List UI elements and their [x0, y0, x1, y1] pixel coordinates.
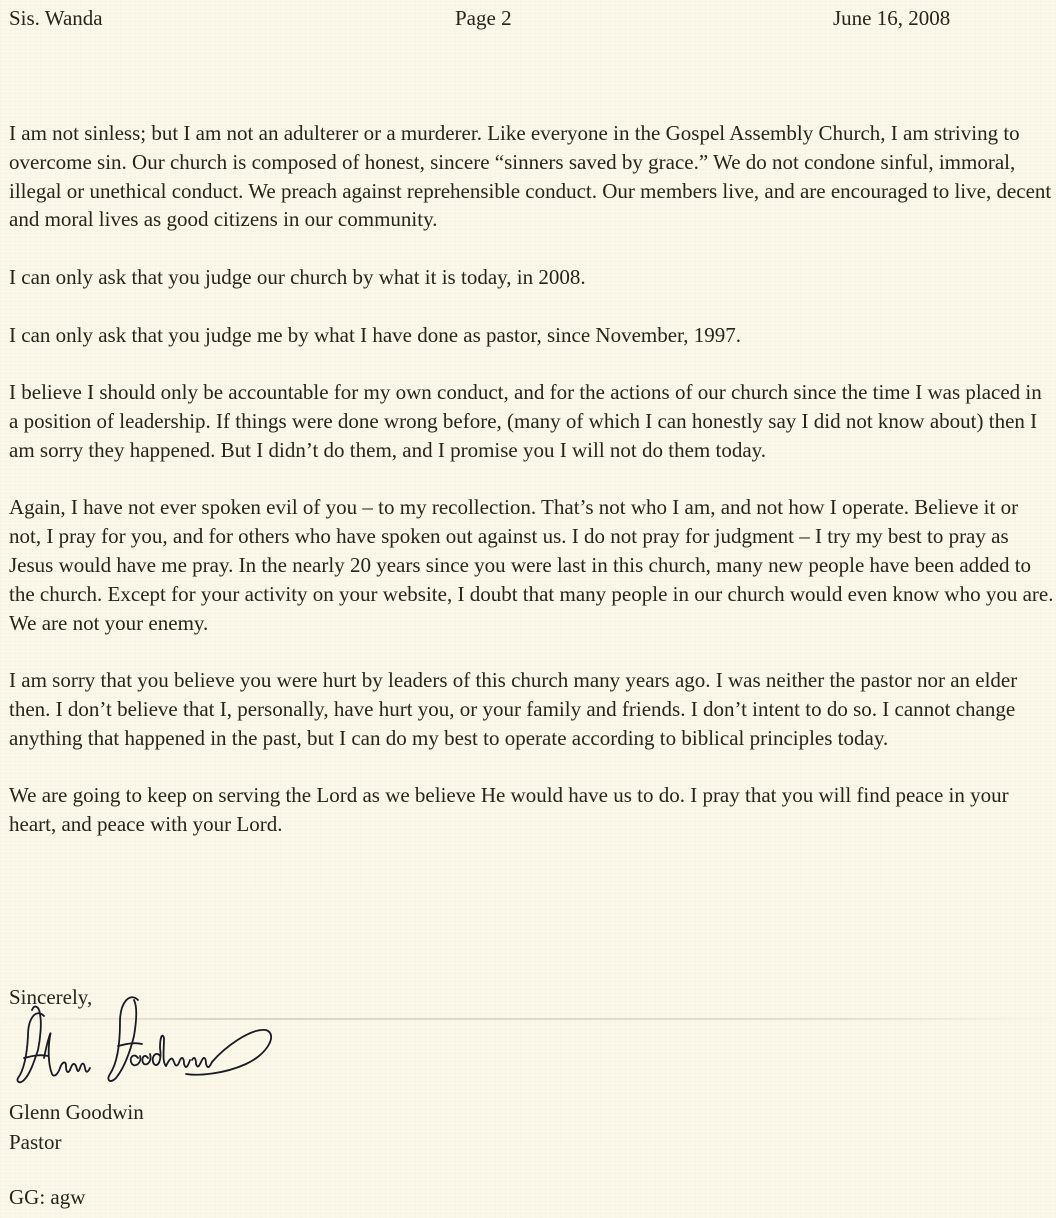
- header-recipient: Sis. Wanda: [9, 6, 103, 30]
- handwritten-signature: [10, 988, 272, 1088]
- paragraph-2: I can only ask that you judge our church by what it is today, in 2008.: [9, 264, 586, 289]
- letter-header: [0, 6, 1056, 34]
- paragraph-5: Again, I have not ever spoken evil of you – to my recollection. That’s not who I am, and not how I operate. Believe it or not, I pray for you, and for others who have spoken out against us. I do not pray for judgment – I try my best to pray as Jesus would have me pray. In the nearly 20 years since you were last in this church, many new people have been added to the church. Except for your activity on your website, I doubt that many people in our church would even know who you are. We are not your enemy.: [9, 495, 1054, 635]
- closing-salutation: Sincerely,: [9, 985, 93, 1009]
- signer-name: Glenn Goodwin: [9, 1100, 144, 1124]
- paragraph-3: I can only ask that you judge me by what I have done as pastor, since November, 1997.: [9, 322, 741, 347]
- header-page-number: Page 2: [455, 6, 512, 30]
- signature-block: [9, 1097, 144, 1157]
- paragraph-6: I am sorry that you believe you were hurt by leaders of this church many years ago. I was neither the pastor nor an elder then. I don’t believe that I, personally, have hurt you, or your family and friends. I don’t intent to do so. I cannot change anything that happened in the past, but I can do my best to operate according to biblical principles today.: [9, 668, 1018, 750]
- paragraph-1: I am not sinless; but I am not an adulterer or a murderer. Like everyone in the Gospel Assembly Church, I am striving to overcome sin. Our church is composed of honest, sincere “sinners saved by grace.” We do not condone sinful, immoral, illegal or unethical conduct. We preach against reprehensible conduct. Our members live, and are encouraged to live, decent and moral lives as good citizens in our community.: [9, 121, 1052, 232]
- paragraph-4: I believe I should only be accountable for my own conduct, and for the actions of our church since the time I was placed in a position of leadership. If things were done wrong before, (many of which I can honestly say I did not know about) then I am sorry they happened. But I didn’t do them, and I promise you I will not do them today.: [9, 380, 1042, 462]
- header-date: June 16, 2008: [833, 6, 951, 30]
- paragraph-7: We are going to keep on serving the Lord as we believe He would have us to do. I pray that you will find peace in your heart, and peace with your Lord.: [9, 783, 1009, 837]
- letter-body: [9, 119, 1055, 868]
- typist-initials: GG: agw: [9, 1185, 86, 1209]
- signer-title: Pastor: [9, 1130, 62, 1154]
